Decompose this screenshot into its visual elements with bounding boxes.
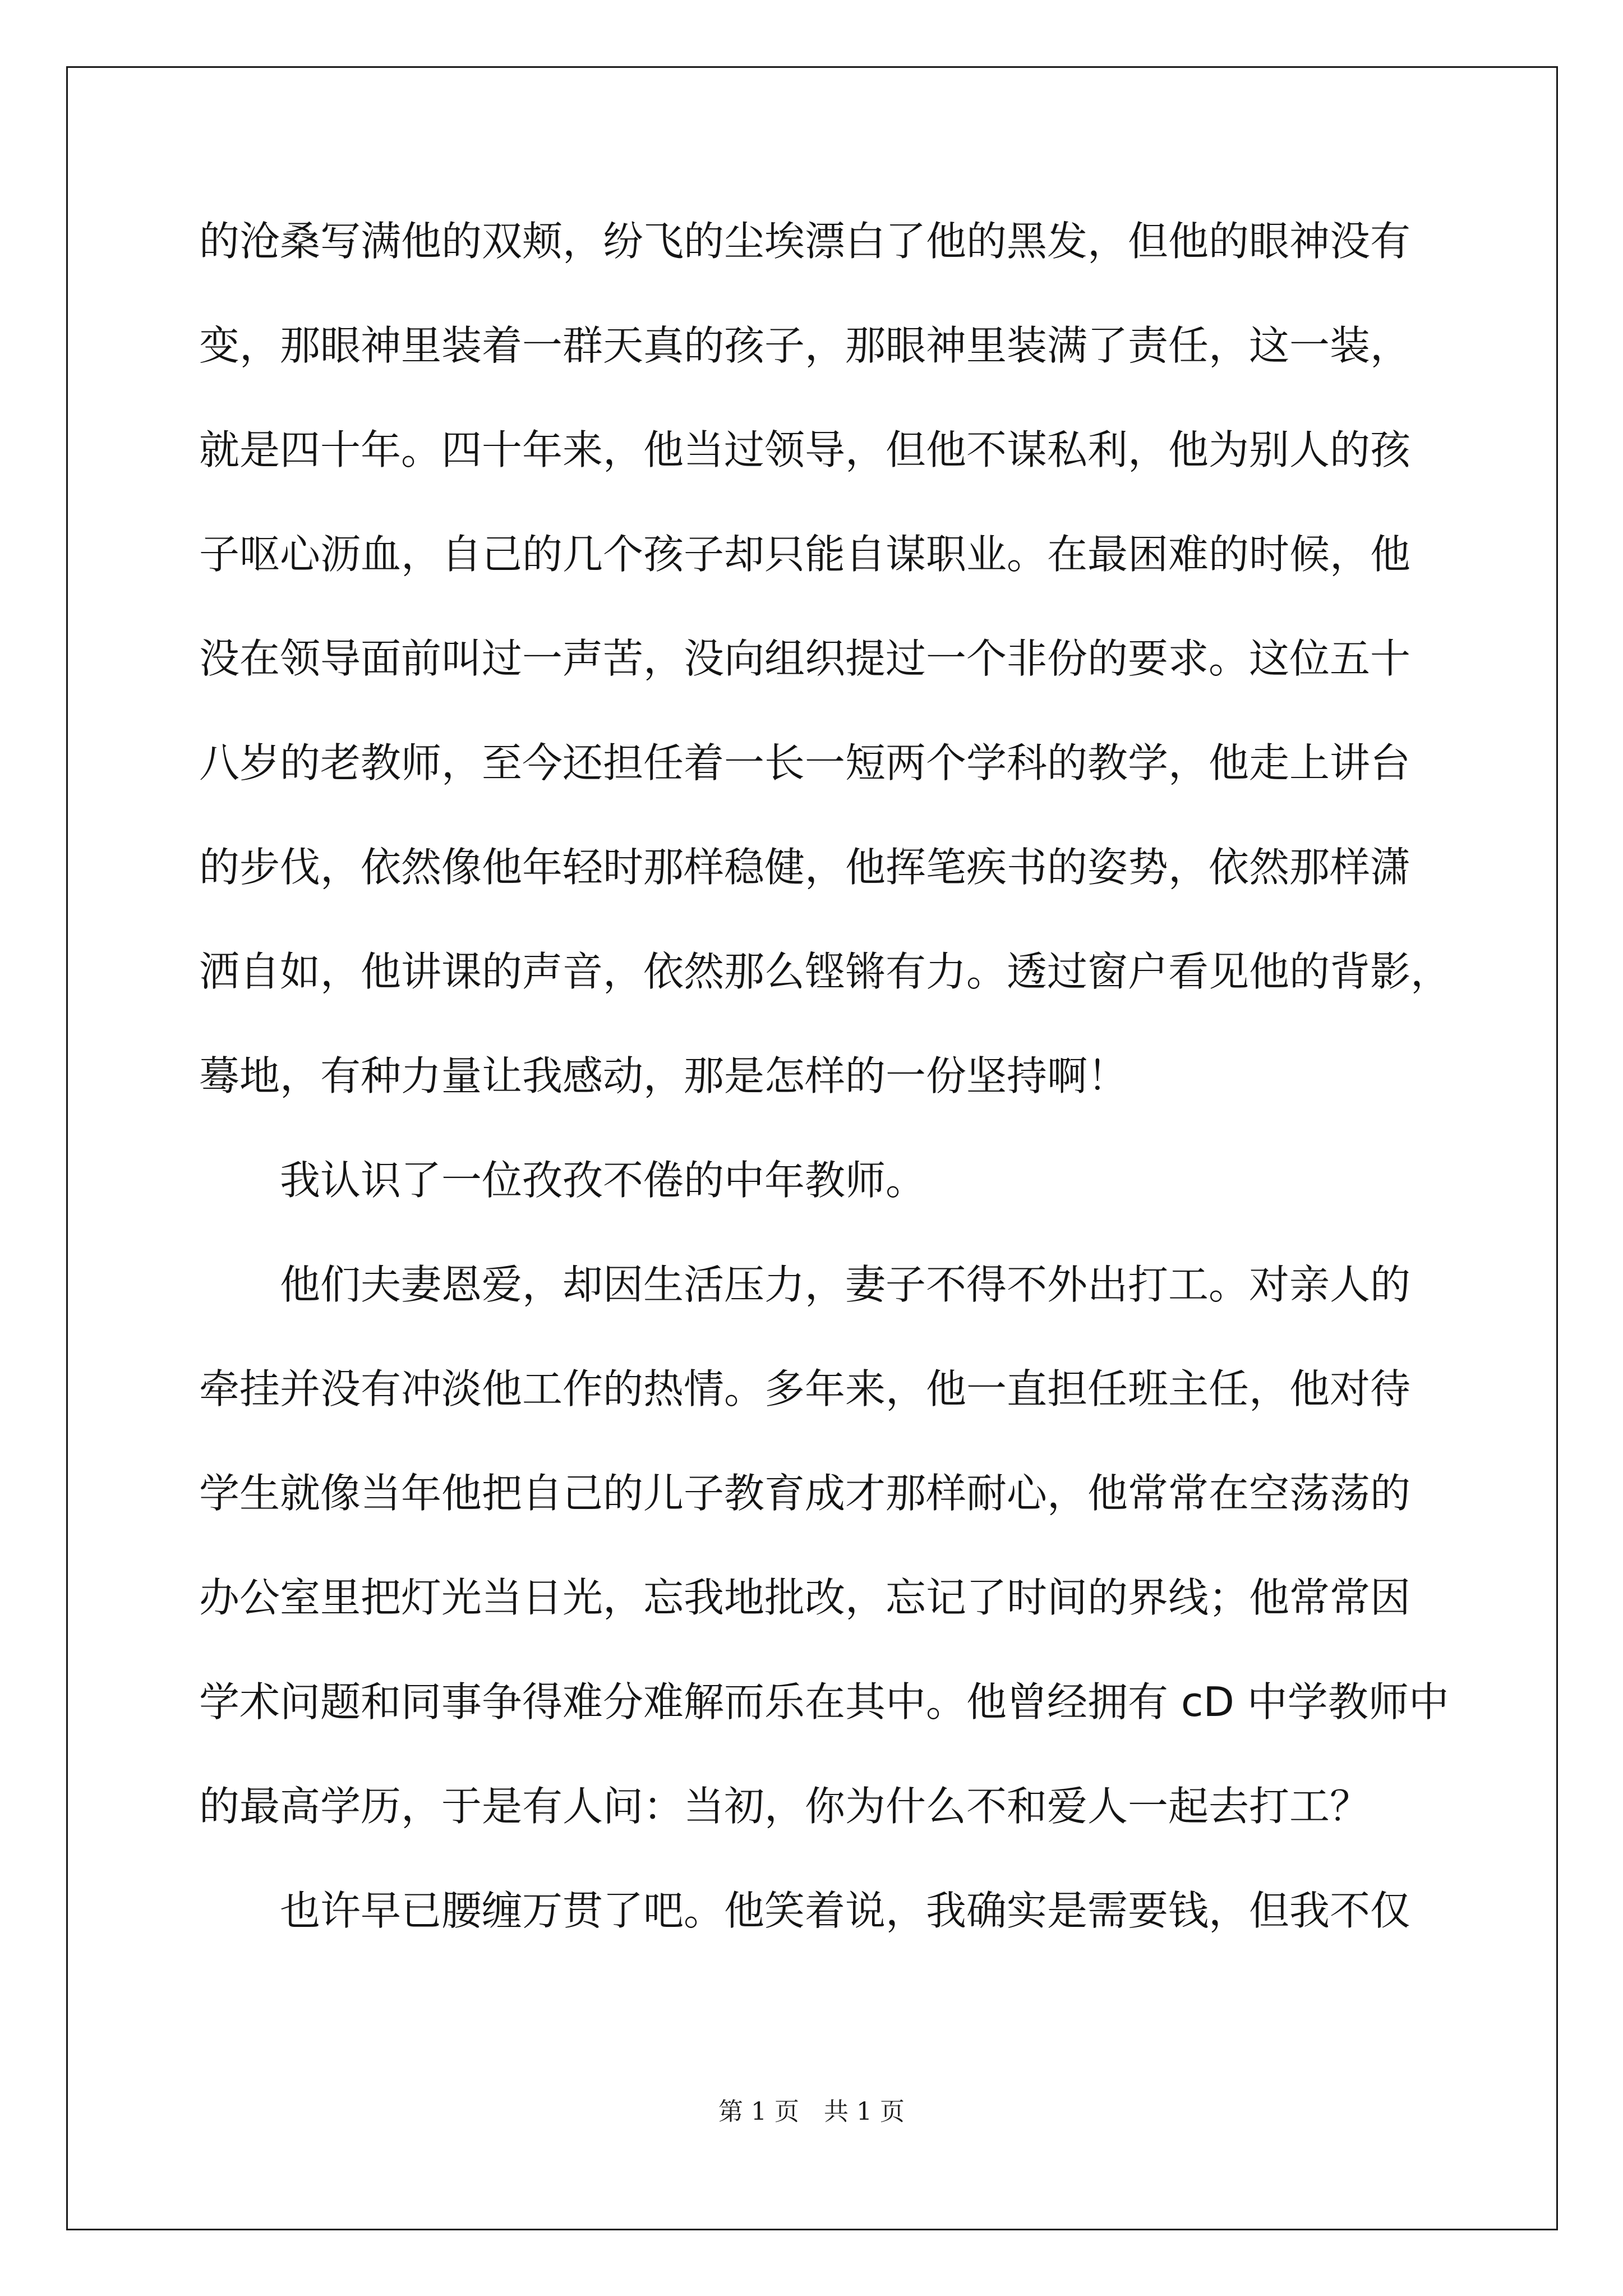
text-line: 蓦地，有种力量让我感动，那是怎样的一份坚持啊！ [199, 1052, 1128, 1099]
text-line: 就是四十年。四十年来，他当过领导，但他不谋私利，他为别人的孩 [199, 426, 1411, 473]
page-number-footer: 第 1 页 共 1 页 [718, 2097, 905, 2126]
text-line: 八岁的老教师，至今还担任着一长一短两个学科的教学，他走上讲台 [199, 739, 1411, 786]
text-line: 办公室里把灯光当日光，忘我地批改，忘记了时间的界线；他常常因 [199, 1574, 1411, 1621]
paragraph-start-line: 我认识了一位孜孜不倦的中年教师。 [280, 1157, 926, 1204]
text-line: 的最高学历，于是有人问：当初，你为什么不和爱人一起去打工？ [199, 1783, 1371, 1830]
text-line: 洒自如，他讲课的声音，依然那么铿锵有力。透过窗户看见他的背影， [199, 948, 1451, 995]
text-line: 没在领导面前叫过一声苦，没向组织提过一个非份的要求。这位五十 [199, 635, 1411, 682]
text-line: 子呕心沥血，自己的几个孩子却只能自谋职业。在最困难的时候，他 [199, 531, 1411, 578]
text-line: 学术问题和同事争得难分难解而乐在其中。他曾经拥有 cD 中学教师中 [199, 1678, 1449, 1726]
paragraph-start-line: 也许早已腰缠万贯了吧。他笑着说，我确实是需要钱，但我不仅 [280, 1887, 1411, 1934]
text-line: 的步伐，依然像他年轻时那样稳健，他挥笔疾书的姿势，依然那样潇 [199, 844, 1411, 891]
text-line: 的沧桑写满他的双颊，纷飞的尘埃漂白了他的黑发，但他的眼神没有 [199, 218, 1411, 265]
paragraph-start-line: 他们夫妻恩爱，却因生活压力，妻子不得不外出打工。对亲人的 [280, 1261, 1411, 1308]
text-line: 学生就像当年他把自己的儿子教育成才那样耐心，他常常在空荡荡的 [199, 1470, 1411, 1517]
text-line: 牵挂并没有冲淡他工作的热情。多年来，他一直担任班主任，他对待 [199, 1365, 1411, 1412]
document-body [199, 213, 1451, 1987]
text-line: 变，那眼神里装着一群天真的孩子，那眼神里装满了责任，这一装， [199, 322, 1411, 369]
